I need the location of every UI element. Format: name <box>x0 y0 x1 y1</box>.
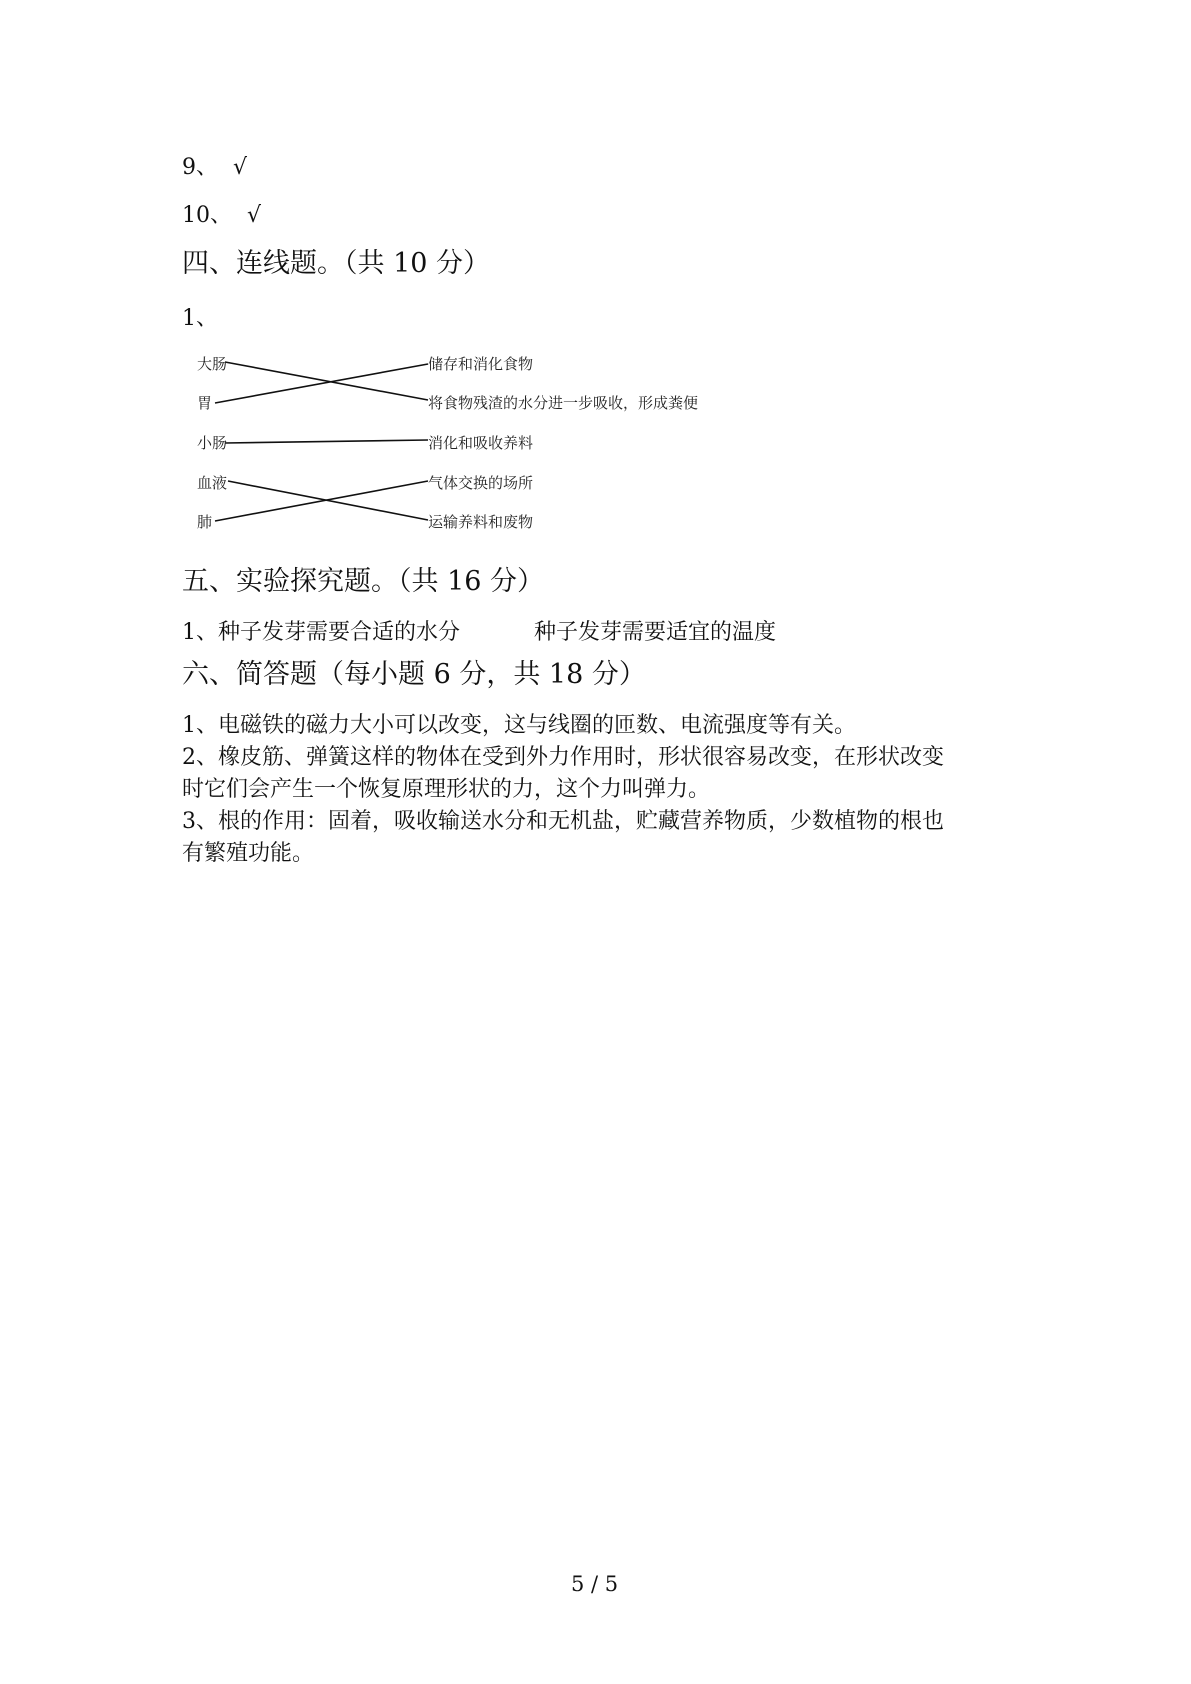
section6-heading: 六、简答题（每小题 6 分，共 18 分） <box>182 659 646 690</box>
matching-lines <box>0 0 1191 560</box>
left-item-lung: 肺 <box>197 513 213 531</box>
section6-line-4: 3、根的作用：固着，吸收输送水分和无机盐，贮藏营养物质，少数植物的根也 <box>182 809 944 834</box>
connector-1 <box>215 364 428 403</box>
answer-9-number: 9、 <box>182 155 218 180</box>
section6-line-3: 时它们会产生一个恢复原理形状的力，这个力叫弹力。 <box>182 777 711 802</box>
left-item-blood: 血液 <box>197 474 228 492</box>
right-item-2: 消化和吸收养料 <box>428 434 534 452</box>
connector-2 <box>225 440 428 443</box>
section4-item-label: 1、 <box>182 306 218 331</box>
page-number: 5 / 5 <box>571 1572 619 1596</box>
right-item-4: 运输养料和废物 <box>428 513 534 531</box>
left-item-stomach: 胃 <box>197 394 213 412</box>
section6-line-2: 2、橡皮筋、弹簧这样的物体在受到外力作用时，形状很容易改变，在形状改变 <box>182 745 944 770</box>
connector-4 <box>215 481 428 521</box>
answer-10-number: 10、 <box>182 203 232 228</box>
answer-10-mark: √ <box>247 203 262 228</box>
section6-line-5: 有繁殖功能。 <box>182 841 315 866</box>
section5-answer-b: 种子发芽需要适宜的温度 <box>534 620 777 645</box>
answer-9-mark: √ <box>233 155 248 180</box>
section5-heading: 五、实验探究题。（共 16 分） <box>182 566 545 597</box>
right-item-1: 将食物残渣的水分进一步吸收，形成粪便 <box>428 394 699 412</box>
section5-answer-a: 1、种子发芽需要合适的水分 <box>182 620 460 645</box>
connector-0 <box>225 362 428 400</box>
section6-line-1: 1、电磁铁的磁力大小可以改变，这与线圈的匝数、电流强度等有关。 <box>182 713 856 738</box>
right-item-0: 储存和消化食物 <box>428 355 534 373</box>
section4-heading: 四、连线题。（共 10 分） <box>182 248 491 279</box>
right-item-3: 气体交换的场所 <box>428 474 534 492</box>
left-item-small-intestine: 小肠 <box>197 434 228 452</box>
left-item-large-intestine: 大肠 <box>197 355 228 373</box>
